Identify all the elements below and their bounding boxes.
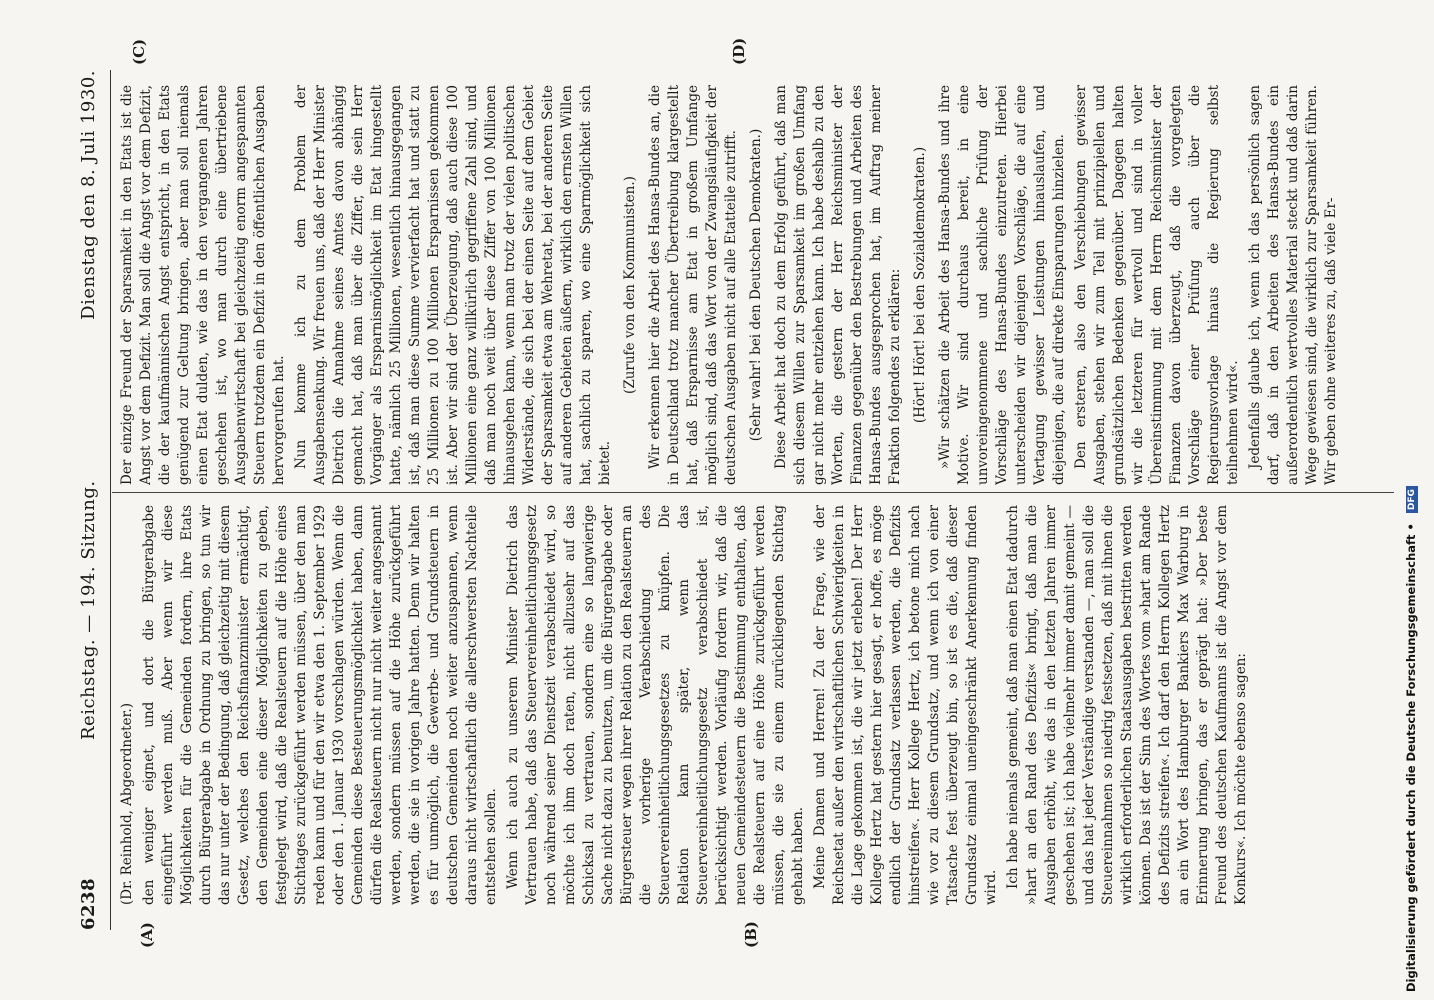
paragraph: Den ersteren, also den Verschiebungen gewisser Ausgaben, stehen wir zum Teil mit prinzipiellen und grundsätzlichen Bedenken gegenüber. Dagegen halten wir die letzteren für wertvoll und sind in voller Übereinstimmung mit dem Herrn Reichsminister der Finanzen davon überzeugt, daß die vorgelegten Vorschläge einer Prüfung auch über die Regierungsvorlage hinaus die Regierung selbst teilnehmen wird«. — [1073, 85, 1241, 485]
column-divider — [112, 492, 1394, 493]
running-header — [70, 70, 110, 930]
page-number: 6238 — [78, 877, 99, 930]
session-date: Dienstag den 8. Juli 1930. — [78, 70, 99, 320]
margin-marker-d: (D) — [730, 37, 748, 65]
margin-marker-c: (C) — [130, 38, 148, 65]
speaker-line: (Dr. Reinhold, Abgeordneter.) — [119, 702, 135, 905]
paragraph: Meine Damen und Herren! Zu der Frage, wie der Reichsetat außer den wirtschaftlichen Schwierigkeiten in die Lage gekommen ist, die wir jetzt erleben! Der Herr Kollege Hertz hat gestern hier gesagt, er hoffe, es möge endlich der Grundsatz verlassen werden, die Defizits hinstreifen«. Herr Kollege Hertz, ich betone mich nach wie vor zu diesem Grundsatz, und wenn ich von einer Tatsache fest überzeugt bin, so ist es die, daß dieser Grundsatz einmal uneingeschränkt Anerkennung finden wird. — [812, 505, 999, 905]
paragraph: Der einzige Freund der Sparsamkeit in den Etats ist die Angst vor dem Defizit. Man soll die Angst vor dem Defizit, die der kaufmännischen Angst entspricht, in den Etats genügend zur Geltung bringen, aber man soll niemals einen Etat dulden, wie das in den vergangenen Jahren geschehen ist, wo man durch eine übertriebene Ausgabenwirtschaft bei gleichzeitig enorm angespannten Steuern trotzdem ein Defizit in den öffentlichen Ausgaben hervorgerufen hat. — [119, 85, 287, 485]
interjection: (Hört! Hört! bei den Sozialdemokraten.) — [912, 146, 928, 424]
session-title: Reichstag. — 194. Sitzung. — [78, 480, 99, 740]
left-column — [118, 505, 1394, 905]
paragraph: »Wir schätzen die Arbeit des Hansa-Bundes und ihre Motive. Wir sind durchaus bereit, in eine unvoreingenommene und sachliche Prüfung der Vorschläge des Hansa-Bundes einzutreten. Hierbei unterscheiden wir diejenigen Vorschläge, die auf eine Vertagung gewisser Leistungen hinauslaufen, und diejenigen, die auf direkte Einsparungen hinzielen. — [937, 85, 1067, 485]
margin-marker-b: (B) — [742, 921, 760, 948]
margin-marker-a: (A) — [138, 922, 156, 948]
paragraph: den weniger eignet, und dort die Bürgerabgabe eingeführt werden muß. Aber wenn wir diese Möglichkeiten für die Gemeinden fordern, ihre Etats durch Bürgerabgabe in Ordnung zu bringen, so tun wir das nur unter der Bedingung, daß gleichzeitig mit diesem Gesetz, welches den Reichsfinanzminister ermächtigt, den Gemeinden eine dieser Möglichkeiten zu geben, festgelegt wird, daß die Realsteuern auf die Höhe eines Stichtages zurückgeführt werden müssen, über den man reden kann und für den wir etwa den 1. September 1929 oder den 1. Januar 1930 vorschlagen würden. Wenn die Gemeinden diese Besteuerungsmöglichkeit haben, dann dürfen die Realsteuern nicht nur nicht weiter angespannt werden, sondern müssen auf die Höhe zurückgeführt werden, die sie in vorigen Jahre hatten. Denn wir halten es für unmöglich, die Gewerbe- und Grundsteuern in deutschen Gemeinden noch weiter anzuspannen, wenn daraus nicht wirtschaftlich die allerschwersten Nachteile entstehen sollen. — [141, 505, 499, 905]
paragraph: Jedenfalls glaube ich, wenn ich das persönlich sagen darf, daß in den Arbeiten des Hansa-Bundes ein außerordentlich wertvolles Material steckt und daß darin Wege gewiesen sind, die wirklich zur Sparsamkeit führen. Wir geben ohne weiteres zu, daß viele Er- — [1247, 85, 1339, 485]
paragraph: Nun komme ich zu dem Problem der Ausgabensenkung. Wir freuen uns, daß der Herr Minister Dietrich die Annahme seines Amtes davon abhängig gemacht hat, daß man über die Ziffer, die sein Herr Vorgänger als Ersparnismöglichkeit im Etat hingestellt hatte, nämlich 25 Millionen, wesentlich hinausgegangen ist, daß man diese Summe vervierfacht hat und statt zu 25 Millionen zu 100 Millionen Ersparnissen gekommen ist. Aber wir sind der Überzeugung, daß auch diese 100 Millionen eine ganz willkürlich gegriffene Zahl sind, und daß man noch weit über diese Ziffer von 100 Millionen hinausgehen kann, wenn man trotz der vielen politischen Widerstände, die sich bei der einen Seite auf dem Gebiet der Sparsamkeit etwa am Wehretat, bei der anderen Seite auf anderen Gebieten äußern, wirklich den ernsten Willen hat, sachlich zu sparen, wo eine Sparmöglichkeit sich bietet. — [293, 85, 613, 485]
interjection: (Sehr wahr! bei den Deutschen Demokraten.) — [748, 128, 764, 442]
paragraph: Wir erkennen hier die Arbeit des Hansa-Bundes an, die in Deutschland trotz mancher Übertreibung klargestellt hat, daß Ersparnisse am Etat in großem Umfange möglich sind, daß das Wort von der Zwangsläufigkeit der deutschen Ausgaben nicht auf alle Etatteile zutrifft. — [647, 85, 739, 485]
paragraph: Ich habe niemals gemeint, daß man einen Etat dadurch »hart an den Rand des Defizits« bringt, daß man die Ausgaben erhöht, wie das in den letzten Jahren immer geschehen ist; ich habe vielmehr immer damit gemeint — und das hat jeder Verständige verstanden —, man soll die Steuereinnahmen so niedrig festsetzen, daß mit ihnen die wirklich erforderlichen Staatsausgaben bestritten werden können. Das ist der Sinn des Wortes vom »hart am Rande des Defizits streifen«. Ich darf den Herrn Kollegen Hertz an ein Wort des Hamburger Bankiers Max Warburg in Erinnerung bringen, das er geprägt hat: »Der beste Freund des deutschen Kaufmanns ist die Angst vor dem Konkurs«. Ich möchte ebenso sagen: — [1005, 505, 1249, 905]
interjection: (Zurufe von den Kommunisten.) — [622, 176, 638, 394]
paragraph: Wenn ich auch zu unserem Minister Dietrich das Vertrauen habe, daß das Steuervereinheitlichungsgesetz noch während seiner Dienstzeit verabschiedet wird, so möchte ich ihm doch raten, nicht allzusehr auf das Schicksal zu vertrauen, sondern eine so langwierige Sache nicht dazu zu benutzen, um die Bürgerabgabe oder Bürgersteuer wegen ihrer Relation zu den Realsteuern an die vorherige Verabschiedung des Steuervereinheitlichungsgesetzes zu knüpfen. Die Relation kann später, wenn das Steuervereinheitlichungsgesetz verabschiedet ist, berücksichtigt werden. Vorläufig fordern wir, daß die neuen Gemeindesteuern die Bestimmung enthalten, daß die Realsteuern auf eine Höhe zurückgeführt werden müssen, die sie zu einem zurückliegenden Stichtag gehabt haben. — [505, 505, 806, 905]
dfg-logo: DFG — [1406, 486, 1418, 513]
right-column — [118, 85, 1394, 485]
header-rule — [110, 70, 111, 930]
digitization-credit — [1396, 8, 1426, 992]
credit-text: Digitalisierung gefördert durch die Deutsche Forschungsgemeinschaft • — [1404, 523, 1418, 992]
paragraph: Diese Arbeit hat doch zu dem Erfolg geführt, daß man sich diesem Willen zur Sparsamkeit im großen Umfang gar nicht mehr entziehen kann. Ich habe deshalb zu den Worten, die gestern der Herr Reichsminister der Finanzen gegenüber den Bestrebungen und Arbeiten des Hansa-Bundes ausgesprochen hat, im Auftrag meiner Fraktion folgendes zu erklären: — [773, 85, 903, 485]
